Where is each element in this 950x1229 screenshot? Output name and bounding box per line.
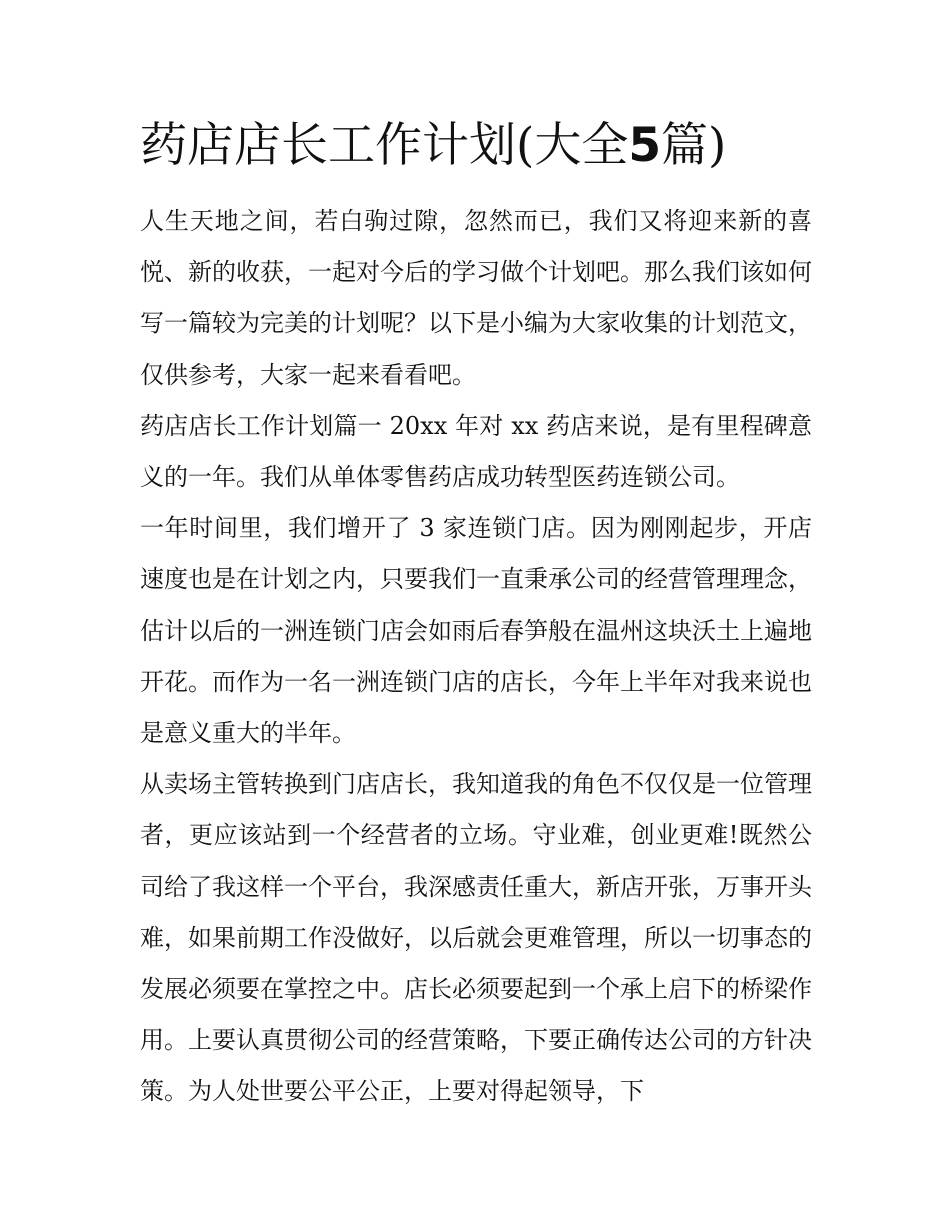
document-body	[140, 196, 812, 1118]
document-title	[140, 112, 840, 180]
paragraph-chain-stores: 一年时间里，我们增开了 3 家连锁门店。因为刚刚起步，开店速度也是在计划之内，只要我们一直秉承公司的经营管理理念，估计以后的一洲连锁门店会如雨后春笋般在温州这块沃土上遍地开花。而作为一名一洲连锁门店的店长，今年上半年对我来说也是意义重大的半年。	[140, 514, 812, 748]
paragraph-intro: 人生天地之间，若白驹过隙，忽然而已，我们又将迎来新的喜悦、新的收获，一起对今后的学习做个计划吧。那么我们该如何写一篇较为完美的计划呢？以下是小编为大家收集的计划范文，仅供参考，大家一起来看看吧。	[140, 207, 812, 389]
paragraph-manager-role: 从卖场主管转换到门店店长，我知道我的角色不仅仅是一位管理者，更应该站到一个经营者的立场。守业难，创业更难!既然公司给了我这样一个平台，我深感责任重大，新店开张，万事开头难，如果前期工作没做好，以后就会更难管理，所以一切事态的发展必须要在掌控之中。店长必须要起到一个承上启下的桥梁作用。上要认真贯彻公司的经营策略，下要正确传达公司的方针决策。为人处世要公平公正，上要对得起领导，下	[140, 770, 812, 1106]
document-title-prefix: 药店店长工作计划(大全	[140, 118, 629, 173]
paragraph-section-one: 药店店长工作计划篇一 20xx 年对 xx 药店来说，是有里程碑意义的一年。我们从单体零售药店成功转型医药连锁公司。	[140, 411, 812, 492]
document-title-suffix: 篇)	[661, 118, 727, 173]
document-title-number: 5	[628, 118, 662, 173]
